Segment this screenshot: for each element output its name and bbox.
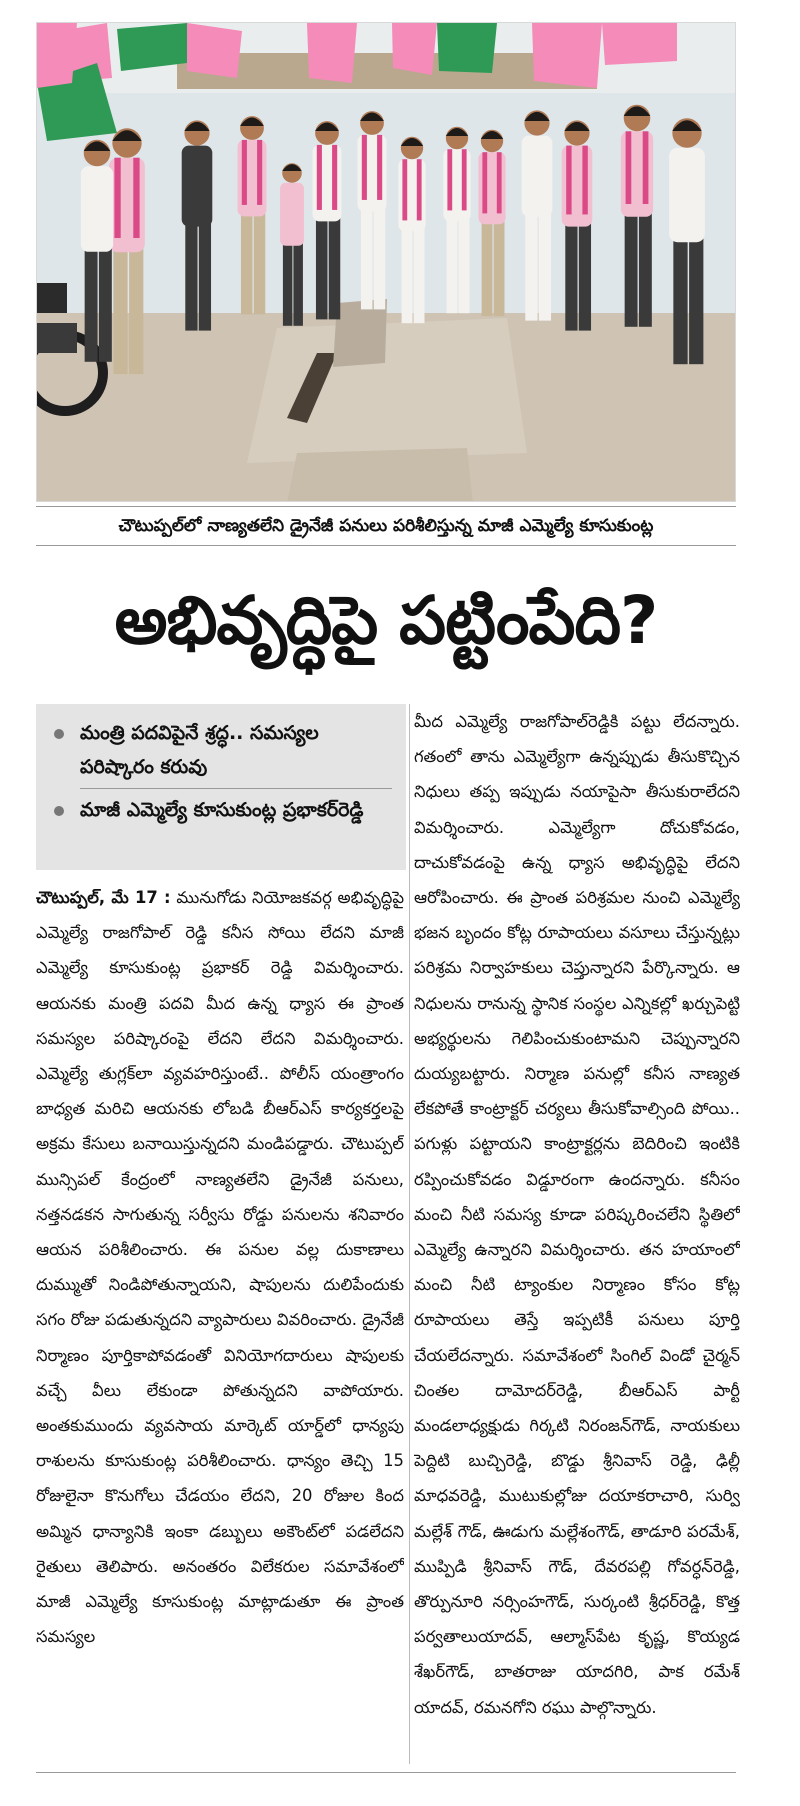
headline: అభివృద్ధిపై పట్టింపేది? — [114, 582, 658, 659]
bottom-rule — [36, 1772, 736, 1773]
news-photo — [36, 22, 736, 502]
highlight-text: మంత్రి పదవిపైనే శ్రద్ధ.. సమస్యల పరిష్కారం కరువు — [80, 722, 319, 778]
article-column-right — [414, 704, 740, 1764]
people-icon — [37, 23, 736, 502]
article-column-left — [36, 880, 404, 1760]
body-text-right: మీద ఎమ్మెల్యే రాజగోపాల్‌రెడ్డికి పట్టు లేదన్నారు. గతంలో తాను ఎమ్మెల్యేగా ఉన్నప్పుడు తీసుకొచ్చిన నిధులు తప్ప ఇప్పుడు నయాపైసా తీసుకురాలేదని విమర్శించారు. ఎమ్మెల్యేగా దోచుకోవడం, దాచుకోవడంపై ఉన్న ధ్యాస అభివృద్ధిపై లేదని ఆరోపించారు. ఈ ప్రాంత పరిశ్రమల నుంచి ఎమ్మెల్యే భజన బృందం కోట్ల రూపాయలు వసూలు చేస్తున్నట్లు పరిశ్రమ నిర్వాహకులు చెప్తున్నారని పేర్కొన్నారు. ఆ నిధులను రానున్న స్థానిక సంస్థల ఎన్నికల్లో ఖర్చుపెట్టి అభ్యర్థులను గెలిపించుకుంటామని చెప్పున్నారని దుయ్యబట్టారు. నిర్మాణ పనుల్లో కనీస నాణ్యత లేకపోతే కాంట్రాక్టర్‌ చర్యలు తీసుకోవాల్సింది పోయి.. పగుళ్లు పట్టాయని కాంట్రాక్టర్లను బెదిరించి ఇంటికి రప్పించుకోవడం విడ్డూరంగా ఉందన్నారు. కనీసం మంచి నీటి సమస్య కూడా పరిష్కరించలేని స్థితిలో ఎమ్మెల్యే ఉన్నారని విమర్శించారు. తన హయాంలో మంచి నీటి ట్యాంకుల నిర్మాణం కోసం కోట్ల రూపాయలు తెస్తే ఇప్పటికీ పనులు పూర్తి చేయలేదన్నారు. సమావేశంలో సింగిల్‌ విండో చైర్మన్‌ చింతల దామోదర్‌రెడ్డి, బీఆర్‌ఎస్‌ పార్టీ మండలాధ్యక్షుడు గిర్కటి నిరంజన్‌గౌడ్‌, నాయకులు పెద్దిటి బుచ్చిరెడ్డి, బొడ్డు శ్రీనివాస్‌ రెడ్డి, ఢిల్లీ మాధవరెడ్డి, ముటుకుల్లోజు దయాకరాచారి, సుర్వి మల్లేశ్‌ గౌడ్‌, ఊడుగు మల్లేశంగౌడ్‌, తాడూరి పరమేశ్‌, ముప్పిడి శ్రీనివాస్‌ గౌడ్‌, దేవరపల్లి గోవర్ధన్‌రెడ్డి, తొర్పునూరి నర్సింహగౌడ్‌, సుర్కంటి శ్రీధర్‌రెడ్డి, కొత్త పర్వతాలుయాదవ్‌, ఆల్మాస్‌పేట కృష్ణ, కొయ్యడ శేఖర్‌గౌడ్‌, బాతరాజు యాదగిరి, పాక రమేశ్‌ యాదవ్‌, రమనగోని రఘు పాల్గొన్నారు. — [414, 712, 740, 1717]
highlight-divider — [80, 788, 392, 789]
highlight-item — [54, 716, 392, 784]
photo-caption: చౌటుప్పల్‌లో నాణ్యతలేని డ్రైనేజీ పనులు పరిశీలిస్తున్న మాజీ ఎమ్మెల్యే కూసుకుంట్ల — [36, 506, 736, 546]
bullet-icon — [54, 729, 64, 739]
column-divider — [409, 704, 410, 1764]
dateline: చౌటుప్పల్‌, మే 17 : — [36, 888, 171, 907]
body-text-left: మునుగోడు నియోజకవర్గ అభివృద్ధిపై ఎమ్మెల్యే రాజగోపాల్‌ రెడ్డి కనీస సోయి లేదని మాజీ ఎమ్మెల్యే కూసుకుంట్ల ప్రభాకర్‌ రెడ్డి విమర్శించారు. ఆయనకు మంత్రి పదవి మీద ఉన్న ధ్యాస ఈ ప్రాంత సమస్యల పరిష్కారంపై లేదని లేదని విమర్శించారు. ఎమ్మెల్యే తుగ్లక్‌లా వ్యవహరిస్తుంటే.. పోలీస్‌ యంత్రాంగం బాధ్యత మరిచి ఆయనకు లోబడి బీఆర్‌ఎస్‌ కార్యకర్తలపై అక్రమ కేసులు బనాయిస్తున్నదని మండిపడ్డారు. చౌటుప్పల్‌ మున్సిపల్‌ కేంద్రంలో నాణ్యతలేని డ్రైనేజీ పనులు, నత్తనడకన సాగుతున్న సర్వీసు రోడ్డు పనులను శనివారం ఆయన పరిశీలించారు. ఈ పనుల వల్ల దుకాణాలు దుమ్ముతో నిండిపోతున్నాయని, షాపులను దులిపేందుకు సగం రోజు పడుతున్నదని వ్యాపారులు వివరించారు. డ్రైనేజీ నిర్మాణం పూర్తికాపోవడంతో వినియోగదారులు షాపులకు వచ్చే వీలు లేకుండా పోతున్నదని వాపోయారు. అంతకుముందు వ్యవసాయ మార్కెట్‌ యార్డ్‌లో ధాన్యపు రాశులను కూసుకుంట్ల పరిశీలించారు. ధాన్యం తెచ్చి 15 రోజులైనా కొనుగోలు చేడయం లేదని, 20 రోజుల కింద అమ్మిన ధాన్యానికి ఇంకా డబ్బులు అకౌంట్‌లో పడలేదని రైతులు తెలిపారు. అనంతరం విలేకరుల సమావేశంలో మాజీ ఎమ్మెల్యే కూసుకుంట్ల మాట్లాడుతూ ఈ ప్రాంత సమస్యల — [36, 888, 404, 1647]
highlights-box — [36, 704, 406, 870]
highlight-text: మాజీ ఎమ్మెల్యే కూసుకుంట్ల ప్రభాకర్‌రెడ్డి — [80, 799, 364, 821]
highlight-item — [54, 793, 392, 827]
bullet-icon — [54, 806, 64, 816]
